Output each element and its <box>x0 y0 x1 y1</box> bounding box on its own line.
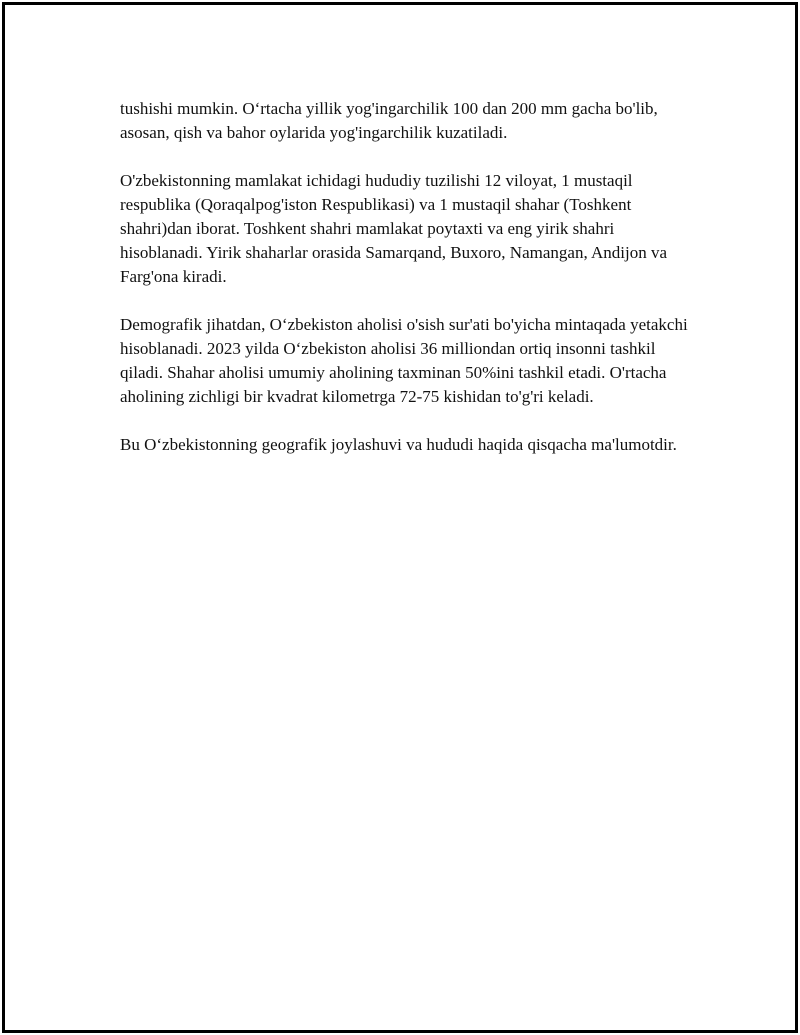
document-body <box>120 97 700 481</box>
document-page <box>2 2 798 1033</box>
paragraph-climate: tushishi mumkin. O‘rtacha yillik yog'ingarchilik 100 dan 200 mm gacha bo'lib, asosan, qish va bahor oylarida yog'ingarchilik kuzatiladi. <box>120 99 658 142</box>
paragraph-administrative-division: O'zbekistonning mamlakat ichidagi hududiy tuzilishi 12 viloyat, 1 mustaqil respublika (Qoraqalpog'iston Respublikasi) va 1 mustaqil shahar (Toshkent shahri)dan iborat. Toshkent shahri mamlakat poytaxti va eng yirik shahri hisoblanadi. Yirik shaharlar orasida Samarqand, Buxoro, Namangan, Andijon va Farg'ona kiradi. <box>120 171 668 286</box>
paragraph-summary: Bu O‘zbekistonning geografik joylashuvi va hududi haqida qisqacha ma'lumotdir. <box>120 435 677 454</box>
paragraph-demographics: Demografik jihatdan, O‘zbekiston aholisi o'sish sur'ati bo'yicha mintaqada yetakchi hisoblanadi. 2023 yilda O‘zbekiston aholisi 36 milliondan ortiq insonni tashkil qiladi. Shahar aholisi umumiy aholining taxminan 50%ini tashkil etadi. O'rtacha aholining zichligi bir kvadrat kilometrga 72-75 kishidan to'g'ri keladi. <box>120 315 688 406</box>
